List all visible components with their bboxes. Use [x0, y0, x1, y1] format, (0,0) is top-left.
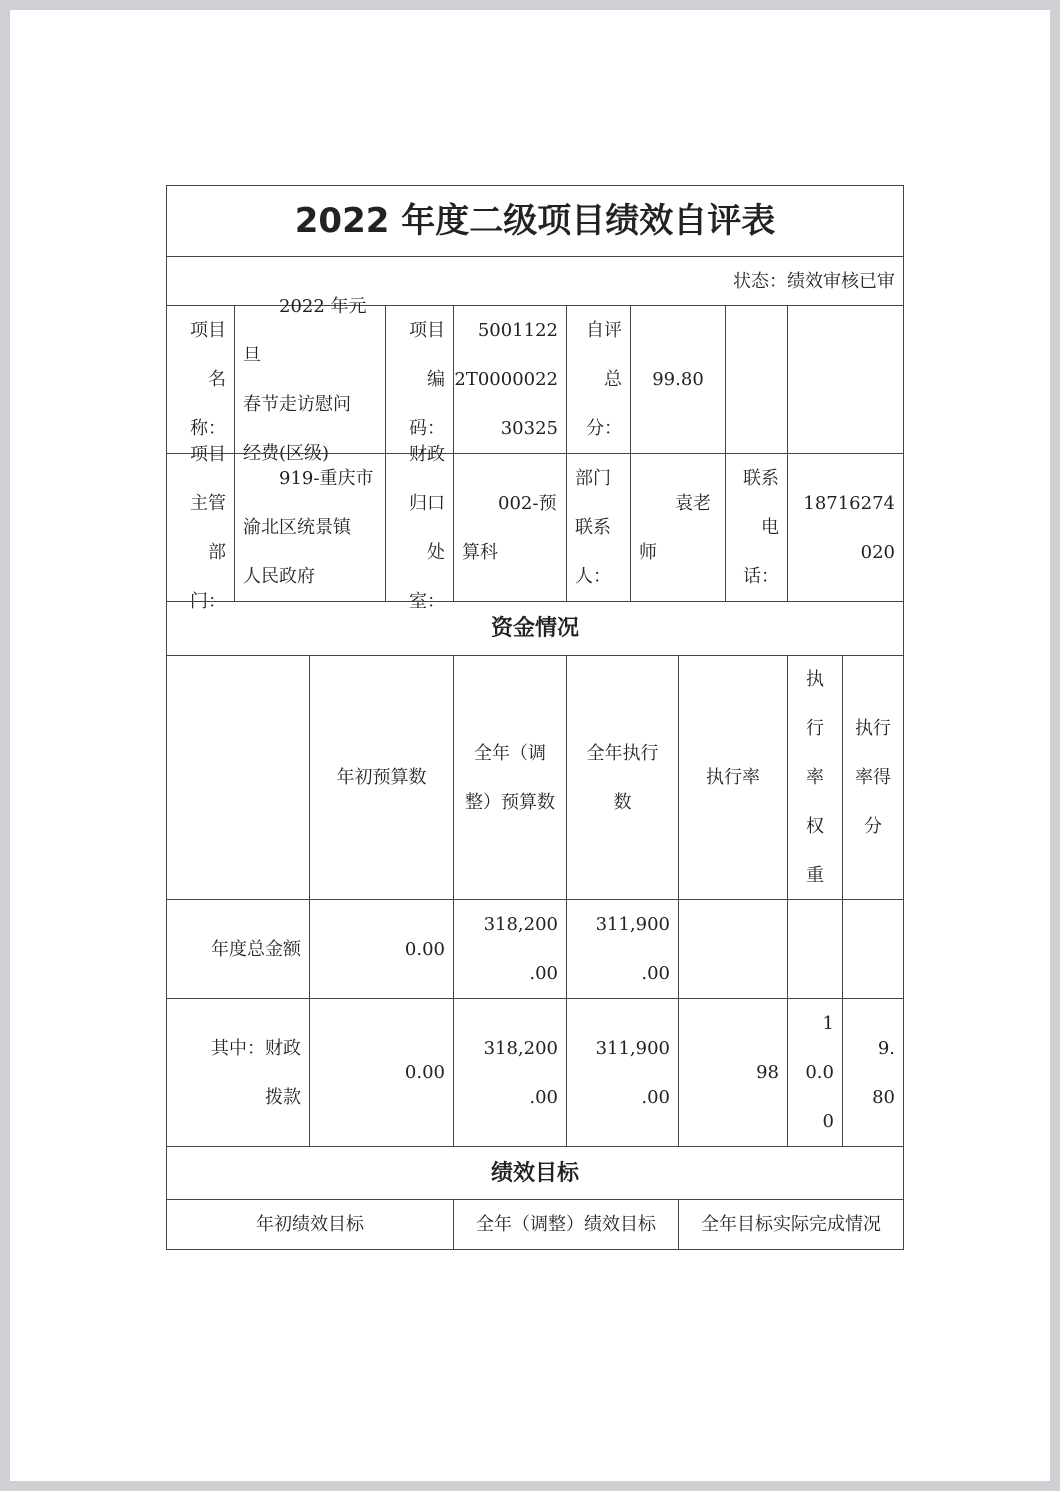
contact-label: 部门 联系 人： [566, 453, 631, 602]
funds-header-initial-budget: 年初预算数 [309, 655, 454, 900]
funds-section-title: 资金情况 [166, 601, 904, 656]
finance-office-value: 002-预 算科 [453, 453, 567, 602]
empty-cell [725, 305, 788, 454]
funds-header-rate-weight: 执 行 率 权 重 [787, 655, 843, 900]
score-value: 99.80 [630, 305, 726, 454]
empty-cell [787, 305, 904, 454]
funds-header-executed: 全年执行 数 [566, 655, 679, 900]
goals-header-adjusted: 全年（调整）绩效目标 [453, 1199, 679, 1250]
funds-row-label: 其中：财政 拨款 [166, 998, 310, 1147]
status-text: 状态：绩效审核已审 [166, 256, 904, 306]
funds-header-execution-rate: 执行率 [678, 655, 788, 900]
funds-header-rate-score: 执行 率得 分 [842, 655, 904, 900]
goals-header-actual: 全年目标实际完成情况 [678, 1199, 904, 1250]
funds-cell: 318,200 .00 [453, 998, 567, 1147]
dept-label: 项目 主管 部门： [166, 453, 235, 602]
project-code-value: 5001122 2T0000022 30325 [453, 305, 567, 454]
funds-row-label: 年度总金额 [166, 899, 310, 999]
funds-cell [678, 899, 788, 999]
funds-cell: 311,900 .00 [566, 899, 679, 999]
phone-label: 联系 电 话： [725, 453, 788, 602]
funds-cell: 0.00 [309, 899, 454, 999]
goals-header-initial: 年初绩效目标 [166, 1199, 454, 1250]
funds-cell [787, 899, 843, 999]
score-label: 自评 总 分： [566, 305, 631, 454]
project-name-label: 项目 名称： [166, 305, 235, 454]
funds-cell: 1 0.0 0 [787, 998, 843, 1147]
goals-section-title: 绩效目标 [166, 1146, 904, 1200]
funds-cell: 9. 80 [842, 998, 904, 1147]
funds-cell: 98 [678, 998, 788, 1147]
dept-value: 919-重庆市 渝北区统景镇 人民政府 [234, 453, 386, 602]
funds-cell: 311,900 .00 [566, 998, 679, 1147]
funds-cell [842, 899, 904, 999]
finance-office-label: 财政 归口 处室： [385, 453, 454, 602]
contact-value: 袁老 师 [630, 453, 726, 602]
table-title: 2022 年度二级项目绩效自评表 [166, 185, 904, 257]
funds-cell: 318,200 .00 [453, 899, 567, 999]
funds-cell: 0.00 [309, 998, 454, 1147]
funds-header-blank [166, 655, 310, 900]
funds-header-adjusted-budget: 全年（调 整）预算数 [453, 655, 567, 900]
phone-value: 18716274 020 [787, 453, 904, 602]
project-code-label: 项目 编码： [385, 305, 454, 454]
project-name-value: 2022 年元旦 春节走访慰问 经费(区级) [234, 305, 386, 454]
